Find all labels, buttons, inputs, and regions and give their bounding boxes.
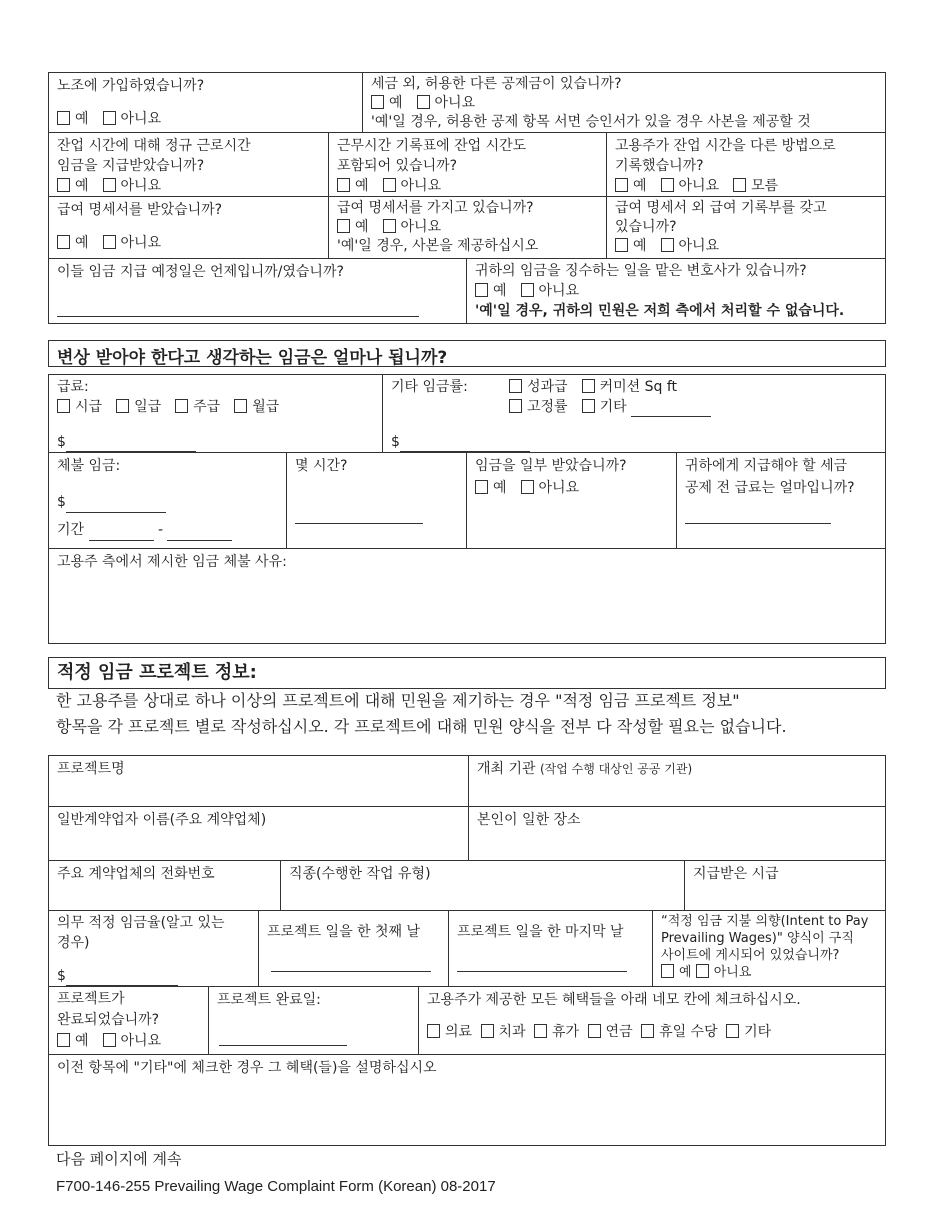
- question-line: 고용주가 잔업 시간을 다른 방법으로: [615, 138, 836, 154]
- completion-date-line[interactable]: [219, 1045, 347, 1046]
- period-dash: -: [157, 522, 164, 538]
- payday-cell: [48, 258, 467, 324]
- payroll-yes-checkbox[interactable]: [615, 238, 628, 252]
- question-line: 근무시간 기록표에 잔업 시간도: [337, 138, 527, 154]
- question-line: 있습니까?: [615, 219, 677, 235]
- union-cell: [48, 72, 363, 133]
- question-line: 의무 적정 임금율(알고 있는: [57, 915, 225, 931]
- other-checkbox[interactable]: [582, 399, 595, 413]
- benefit-label: 치과: [498, 1024, 526, 1040]
- dollar-sign: $: [391, 434, 400, 450]
- continued-note: 다음 페이지에 계속: [56, 1150, 182, 1168]
- payday-input-line[interactable]: [57, 316, 419, 317]
- benefits-question: 고용주가 제공한 모든 혜택들을 아래 네모 칸에 체크하십시오.: [427, 992, 801, 1008]
- other-rate-label: 기타 임금률:: [391, 379, 468, 395]
- other-record-cell: [606, 132, 886, 197]
- monthly-label: 월급: [252, 399, 280, 415]
- awarding-body-cell[interactable]: [468, 755, 886, 807]
- field-label: 이전 항목에 "기타"에 체크한 경우 그 혜택(들)을 설명하십시오: [57, 1060, 437, 1076]
- partial-pay-cell: [466, 452, 677, 549]
- hours-line[interactable]: [295, 523, 423, 524]
- unpaid-label: 체불 임금:: [57, 458, 121, 474]
- stub-received-cell: [48, 196, 329, 259]
- dollar-sign: $: [57, 494, 66, 510]
- daily-checkbox[interactable]: [116, 399, 129, 413]
- lawyer-no-checkbox[interactable]: [521, 283, 534, 297]
- other-label: 기타: [599, 399, 627, 415]
- work-location-cell[interactable]: [468, 806, 886, 861]
- question-line: 이들 임금 지급 예정일은 언제입니까/였습니까?: [57, 264, 344, 280]
- field-label: 일반계약업자 이름(주요 계약업체): [57, 812, 267, 828]
- unknown-label: 모름: [751, 178, 779, 194]
- piece-label: 성과급: [527, 379, 568, 395]
- intro-line: 항목을 각 프로젝트 별로 작성하십시오. 각 프로젝트에 대해 민원 양식을 전부 다 작성할 필요는 없습니다.: [56, 717, 787, 736]
- other-record-unknown-checkbox[interactable]: [733, 178, 746, 192]
- ot-paid-cell: [48, 132, 329, 197]
- no-label: 아니요: [538, 283, 580, 299]
- field-label: 지급받은 시급: [693, 866, 779, 882]
- yes-label: 예: [633, 178, 647, 194]
- question-line: 프로젝트가: [57, 991, 125, 1007]
- timesheet-cell: [328, 132, 607, 197]
- other-rate-cell: [382, 374, 886, 453]
- other-benefit-explain-cell[interactable]: [48, 1054, 886, 1146]
- last-day-line[interactable]: [457, 971, 627, 972]
- flat-rate-checkbox[interactable]: [509, 399, 522, 413]
- project-completed-cell: [48, 986, 209, 1055]
- commission-checkbox[interactable]: [582, 379, 595, 393]
- ipw-cell: [652, 910, 886, 987]
- benefit-label: 기타: [744, 1024, 772, 1040]
- prime-contractor-cell[interactable]: [48, 806, 469, 861]
- benefit-label: 연금: [605, 1024, 633, 1040]
- question-line: 임금을 지급받았습니까?: [57, 158, 205, 174]
- benefit-label: 휴일 수당: [659, 1024, 718, 1040]
- dollar-sign: $: [57, 968, 66, 984]
- field-label: 프로젝트 완료일:: [217, 992, 321, 1008]
- lawyer-yes-checkbox[interactable]: [475, 283, 488, 297]
- benefit-label: 의료: [445, 1024, 473, 1040]
- form-id: F700-146-255 Prevailing Wage Complaint Form (Korean) 08-2017: [56, 1178, 496, 1195]
- question-line: 급여 명세서를 가지고 있습니까?: [337, 200, 534, 216]
- no-label: 아니요: [538, 480, 580, 496]
- first-day-line[interactable]: [271, 971, 431, 972]
- yes-label: 예: [493, 283, 507, 299]
- question-line: 귀하의 임금을 징수하는 일을 맡은 변호사가 있습니까?: [475, 263, 807, 279]
- daily-label: 일급: [134, 399, 162, 415]
- deductions-cell: [362, 72, 886, 133]
- benefit-label: 휴가: [552, 1024, 580, 1040]
- no-label: 아니요: [120, 235, 162, 251]
- ot-paid-yes-checkbox[interactable]: [57, 178, 70, 192]
- rate-paid-cell[interactable]: [684, 860, 886, 911]
- partial-yes-checkbox[interactable]: [475, 480, 488, 494]
- first-day-cell: [258, 910, 449, 987]
- benefits-cell: [418, 986, 886, 1055]
- craft-cell[interactable]: [280, 860, 685, 911]
- stub-have-note: '예'일 경우, 사본을 제공하십시오: [337, 238, 539, 254]
- vacation-checkbox[interactable]: [534, 1024, 547, 1038]
- other-record-no-checkbox[interactable]: [661, 178, 674, 192]
- weekly-checkbox[interactable]: [175, 399, 188, 413]
- piece-checkbox[interactable]: [509, 379, 522, 393]
- lawyer-note: '예'일 경우, 귀하의 민원은 저희 측에서 처리할 수 없습니다.: [475, 303, 845, 319]
- yes-label: 예: [679, 965, 692, 980]
- no-label: 아니요: [678, 238, 720, 254]
- question-line: 잔업 시간에 대해 정규 근로시간: [57, 138, 251, 154]
- field-note: (작업 수행 대상인 공공 기관): [540, 762, 693, 776]
- completion-date-cell: [208, 986, 419, 1055]
- ipw-yes-checkbox[interactable]: [661, 964, 674, 978]
- question-line: 급여 명세서를 받았습니까?: [57, 202, 223, 218]
- hourly-label: 시급: [75, 399, 103, 415]
- union-yes-checkbox[interactable]: [57, 111, 70, 125]
- timesheet-no-checkbox[interactable]: [383, 178, 396, 192]
- union-question: 노조에 가입하였습니까?: [57, 78, 205, 94]
- question-line: 완료되었습니까?: [57, 1012, 160, 1028]
- payroll-cell: [606, 196, 886, 259]
- gross-pay-cell: [676, 452, 886, 549]
- question-line: 사이트에 게시되어 있었습니까?: [661, 948, 840, 963]
- pension-checkbox[interactable]: [588, 1024, 601, 1038]
- yes-label: 예: [493, 480, 507, 496]
- union-no-checkbox[interactable]: [103, 111, 116, 125]
- field-label: 프로젝트명: [57, 761, 125, 777]
- yes-label: 예: [633, 238, 647, 254]
- last-day-cell: [448, 910, 653, 987]
- ipw-no-checkbox[interactable]: [696, 964, 709, 978]
- question-line: 경우): [57, 935, 90, 951]
- reason-label: 고용주 측에서 제시한 임금 체불 사유:: [57, 554, 287, 570]
- no-label: 아니요: [434, 95, 476, 111]
- medical-checkbox[interactable]: [427, 1024, 440, 1038]
- section-title-project: 적정 임금 프로젝트 정보:: [48, 657, 886, 689]
- payroll-no-checkbox[interactable]: [661, 238, 674, 252]
- period-label: 기간: [57, 522, 85, 538]
- lawyer-cell: [466, 258, 886, 324]
- flat-rate-label: 고정률: [527, 399, 568, 415]
- deductions-no-checkbox[interactable]: [417, 95, 430, 109]
- deductions-yes-checkbox[interactable]: [371, 95, 384, 109]
- partial-question: 임금을 일부 받았습니까?: [475, 458, 627, 474]
- stub-received-yes-checkbox[interactable]: [57, 235, 70, 249]
- stub-have-yes-checkbox[interactable]: [337, 219, 350, 233]
- question-line: “적정 임금 지불 의향(Intent to Pay: [661, 914, 869, 929]
- yes-label: 예: [355, 178, 369, 194]
- question-line: 공제 전 급료는 얼마입니까?: [685, 480, 855, 496]
- completed-yes-checkbox[interactable]: [57, 1033, 70, 1047]
- stub-received-no-checkbox[interactable]: [103, 235, 116, 249]
- gross-pay-line[interactable]: [685, 523, 831, 524]
- no-label: 아니요: [120, 111, 162, 127]
- question-line: 귀하에게 지급해야 할 세금: [685, 458, 848, 474]
- hours-label: 몇 시간?: [295, 458, 348, 474]
- unpaid-amount-line[interactable]: [66, 512, 166, 513]
- prime-phone-cell[interactable]: [48, 860, 281, 911]
- stub-have-no-checkbox[interactable]: [383, 219, 396, 233]
- stub-have-cell: [328, 196, 607, 259]
- required-rate-cell: [48, 910, 259, 987]
- other-record-yes-checkbox[interactable]: [615, 178, 628, 192]
- intro-line: 한 고용주를 상대로 하나 이상의 프로젝트에 대해 민원을 제기하는 경우 "적정 임금 프로젝트 정보": [56, 691, 740, 710]
- period-start-line[interactable]: [89, 540, 154, 541]
- field-label: 프로젝트 일을 한 첫째 날: [267, 924, 421, 940]
- field-label: 직종(수행한 작업 유형): [289, 866, 431, 882]
- question-line: Prevailing Wages)" 양식이 구직: [661, 931, 854, 946]
- section-title-wages: 변상 받아야 한다고 생각하는 임금은 얼마나 됩니까?: [48, 340, 886, 367]
- question-line: 포함되어 있습니까?: [337, 158, 458, 174]
- pay-label: 급료:: [57, 379, 89, 395]
- timesheet-yes-checkbox[interactable]: [337, 178, 350, 192]
- dental-checkbox[interactable]: [481, 1024, 494, 1038]
- field-label: 개최 기관: [477, 761, 536, 777]
- hours-cell: [286, 452, 467, 549]
- question-line: 급여 명세서 외 급여 기록부를 갖고: [615, 200, 827, 216]
- completed-no-checkbox[interactable]: [103, 1033, 116, 1047]
- dollar-sign: $: [57, 434, 66, 450]
- deductions-question: 세금 외, 허용한 다른 공제금이 있습니까?: [371, 76, 622, 92]
- yes-label: 예: [75, 1033, 89, 1049]
- yes-label: 예: [75, 178, 89, 194]
- no-label: 아니요: [400, 219, 442, 235]
- holiday-pay-checkbox[interactable]: [641, 1024, 654, 1038]
- hourly-checkbox[interactable]: [57, 399, 70, 413]
- field-label: 본인이 일한 장소: [477, 812, 581, 828]
- no-label: 아니요: [120, 178, 162, 194]
- commission-label: 커미션 Sq ft: [599, 379, 677, 395]
- other-benefit-checkbox[interactable]: [726, 1024, 739, 1038]
- ot-paid-no-checkbox[interactable]: [103, 178, 116, 192]
- period-end-line[interactable]: [167, 540, 232, 541]
- weekly-label: 주급: [193, 399, 221, 415]
- reason-cell[interactable]: [48, 548, 886, 644]
- unpaid-wages-cell: [48, 452, 287, 549]
- no-label: 아니요: [713, 965, 752, 980]
- deductions-note: '예'일 경우, 허용한 공제 항목 서면 승인서가 있을 경우 사본을 제공할 것: [371, 114, 811, 130]
- field-label: 주요 계약업체의 전화번호: [57, 866, 215, 882]
- no-label: 아니요: [120, 1033, 162, 1049]
- yes-label: 예: [75, 111, 89, 127]
- pay-rate-cell: [48, 374, 383, 453]
- yes-label: 예: [75, 235, 89, 251]
- question-line: 기록했습니까?: [615, 158, 704, 174]
- monthly-checkbox[interactable]: [234, 399, 247, 413]
- project-name-cell[interactable]: [48, 755, 469, 807]
- field-label: 프로젝트 일을 한 마지막 날: [457, 924, 624, 940]
- yes-label: 예: [355, 219, 369, 235]
- other-rate-line[interactable]: [631, 416, 711, 417]
- yes-label: 예: [389, 95, 403, 111]
- no-label: 아니요: [400, 178, 442, 194]
- no-label: 아니요: [678, 178, 720, 194]
- partial-no-checkbox[interactable]: [521, 480, 534, 494]
